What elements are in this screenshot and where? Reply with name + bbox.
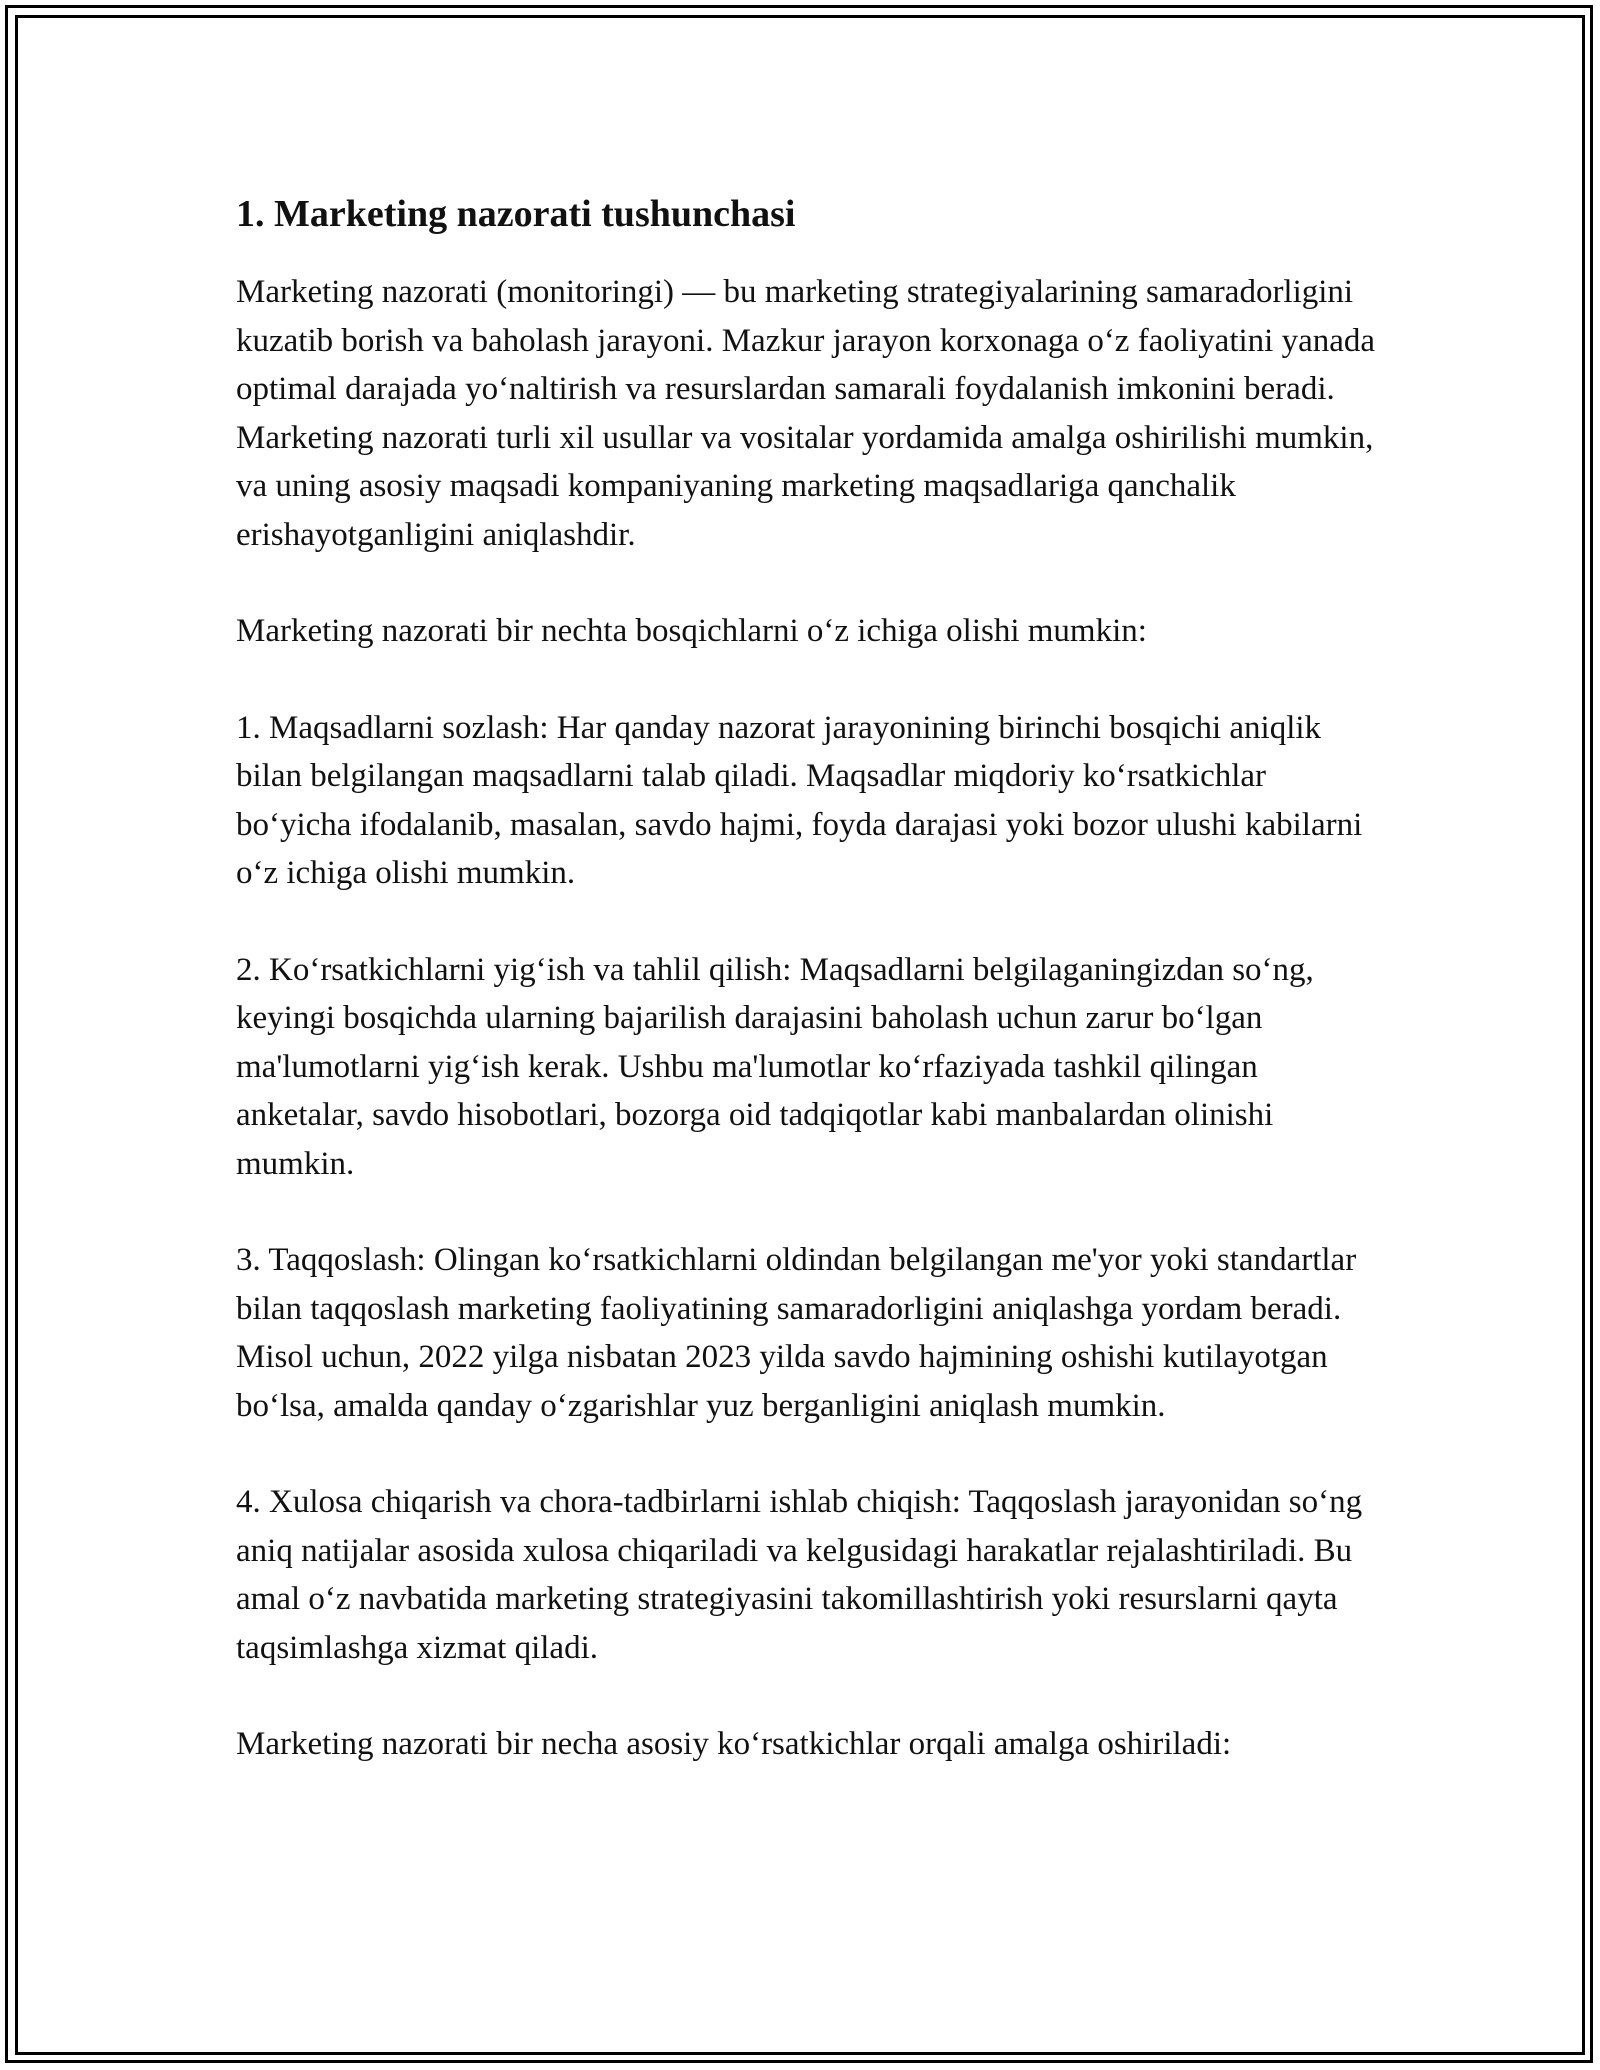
stages-lead-paragraph: Marketing nazorati bir nechta bosqichlarni o‘z ichiga olishi mumkin: bbox=[236, 613, 1147, 649]
stage-4-paragraph: 4. Xulosa chiqarish va chora-tadbirlarni ishlab chiqish: Taqqoslash jarayonidan so‘ng aniq natijalar asosida xulosa chiqariladi va kelgusidagi harakatlar rejalashtiriladi. Bu amal o‘z navbatida marketing strategiyasini takomillashtirish yoki resurslarni qayta taqsimlashga xizmat qiladi. bbox=[236, 1484, 1363, 1666]
stage-1-paragraph: 1. Maqsadlarni sozlash: Har qanday nazorat jarayonining birinchi bosqichi aniqlik bilan belgilangan maqsadlarni talab qiladi. Maqsadlar miqdoriy ko‘rsatkichlar bo‘yicha ifodalanib, masalan, savdo hajmi, foyda darajasi yoki bozor ulushi kabilarni o‘z ichiga olishi mumkin. bbox=[236, 709, 1363, 891]
stage-3-paragraph: 3. Taqqoslash: Olingan ko‘rsatkichlarni oldindan belgilangan me'yor yoki standartlar bilan taqqoslash marketing faoliyatining samaradorligini aniqlashga yordam beradi. Misol uchun, 2022 yilga nisbatan 2023 yilda savdo hajmining oshishi kutilayotgan bo‘lsa, amalda qanday o‘zgarishlar yuz berganligini aniqlash mumkin. bbox=[236, 1242, 1357, 1424]
document-body bbox=[236, 186, 1386, 1817]
stage-2-paragraph: 2. Ko‘rsatkichlarni yig‘ish va tahlil qilish: Maqsadlarni belgilaganingizdan so‘ng, keyingi bosqichda ularning bajarilish darajasini baholash uchun zarur bo‘lgan ma'lumotlarni yig‘ish kerak. Ushbu ma'lumotlar ko‘rfaziyada tashkil qilingan anketalar, savdo hisobotlari, bozorga oid tadqiqotlar kabi manbalardan olinishi mumkin. bbox=[236, 951, 1314, 1182]
intro-paragraph: Marketing nazorati (monitoringi) — bu marketing strategiyalarining samaradorligini kuzatib borish va baholash jarayoni. Mazkur jarayon korxonaga o‘z faoliyatini yanada optimal darajada yo‘naltirish va resurslardan samarali foydalanish imkonini beradi. Marketing nazorati turli xil usullar va vositalar yordamida amalga oshirilishi mumkin, va uning asosiy maqsadi kompaniyaning marketing maqsadlariga qanchalik erishayotganligini aniqlashdir. bbox=[236, 274, 1376, 553]
section-title: 1. Marketing nazorati tushunchasi bbox=[236, 193, 796, 235]
indicators-lead-paragraph: Marketing nazorati bir necha asosiy ko‘rsatkichlar orqali amalga oshiriladi: bbox=[236, 1726, 1232, 1762]
